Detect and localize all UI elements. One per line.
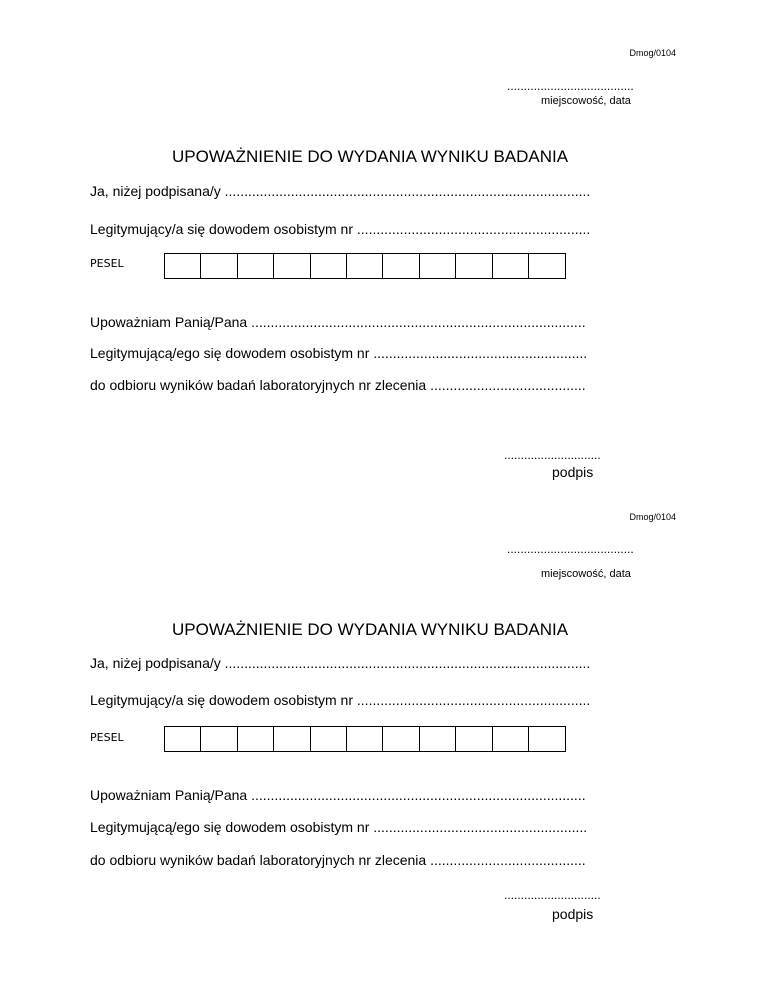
pesel-digit-box[interactable] xyxy=(311,727,347,751)
pesel-digit-box[interactable] xyxy=(274,727,310,751)
pesel-digit-box[interactable] xyxy=(274,254,310,278)
pesel-digit-box[interactable] xyxy=(201,727,237,751)
signatory-name-line[interactable]: Ja, niżej podpisana/y .............................................................................................. xyxy=(90,655,591,671)
order-number-line[interactable]: do odbioru wyników badań laboratoryjnych nr zlecenia ........................................ xyxy=(90,852,586,868)
place-date-field[interactable]: ...................................... xyxy=(507,542,634,556)
pesel-digit-box[interactable] xyxy=(201,254,237,278)
pesel-digit-box[interactable] xyxy=(383,254,419,278)
place-date-caption: miejscowość, data xyxy=(541,568,631,580)
pesel-digit-box[interactable] xyxy=(165,254,201,278)
pesel-label: PESEL xyxy=(90,731,124,744)
pesel-digit-box[interactable] xyxy=(420,727,456,751)
pesel-label: PESEL xyxy=(90,257,124,270)
pesel-digit-box[interactable] xyxy=(456,254,492,278)
form-title: UPOWAŻNIENIE DO WYDANIA WYNIKU BADANIA xyxy=(172,620,569,639)
authorized-person-line[interactable]: Upoważniam Panią/Pana ...................................................................................... xyxy=(90,787,586,803)
document-code: Dmog/0104 xyxy=(629,512,676,522)
form-title: UPOWAŻNIENIE DO WYDANIA WYNIKU BADANIA xyxy=(172,147,569,166)
pesel-digit-box[interactable] xyxy=(311,254,347,278)
pesel-digit-box[interactable] xyxy=(493,254,529,278)
authorized-person-line[interactable]: Upoważniam Panią/Pana ...................................................................................... xyxy=(90,314,586,330)
pesel-digit-box[interactable] xyxy=(347,727,383,751)
pesel-digit-box[interactable] xyxy=(347,254,383,278)
signature-caption: podpis xyxy=(552,464,594,480)
authorized-person-id-line[interactable]: Legitymującą/ego się dowodem osobistym nr ....................................................... xyxy=(90,345,588,361)
pesel-digit-box[interactable] xyxy=(238,254,274,278)
pesel-digit-box[interactable] xyxy=(238,727,274,751)
pesel-digit-box[interactable] xyxy=(529,254,565,278)
signatory-id-line[interactable]: Legitymujący/a się dowodem osobistym nr ............................................................ xyxy=(90,221,591,237)
signature-field[interactable]: ............................. xyxy=(504,448,601,462)
place-date-caption: miejscowość, data xyxy=(541,95,631,107)
pesel-input-grid[interactable] xyxy=(164,726,566,752)
authorized-person-id-line[interactable]: Legitymującą/ego się dowodem osobistym nr ....................................................... xyxy=(90,819,588,835)
authorization-form-top xyxy=(0,0,768,480)
signature-caption: podpis xyxy=(552,906,594,922)
pesel-digit-box[interactable] xyxy=(383,727,419,751)
pesel-digit-box[interactable] xyxy=(529,727,565,751)
order-number-line[interactable]: do odbioru wyników badań laboratoryjnych nr zlecenia ........................................ xyxy=(90,377,586,393)
place-date-field[interactable]: ...................................... xyxy=(507,79,634,93)
signature-field[interactable]: ............................. xyxy=(504,888,601,902)
signatory-name-line[interactable]: Ja, niżej podpisana/y .............................................................................................. xyxy=(90,183,591,199)
document-code: Dmog/0104 xyxy=(629,48,676,58)
pesel-digit-box[interactable] xyxy=(165,727,201,751)
pesel-digit-box[interactable] xyxy=(493,727,529,751)
pesel-digit-box[interactable] xyxy=(456,727,492,751)
pesel-digit-box[interactable] xyxy=(420,254,456,278)
pesel-input-grid[interactable] xyxy=(164,253,566,279)
authorization-form-bottom xyxy=(0,468,768,938)
signatory-id-line[interactable]: Legitymujący/a się dowodem osobistym nr ............................................................ xyxy=(90,692,591,708)
